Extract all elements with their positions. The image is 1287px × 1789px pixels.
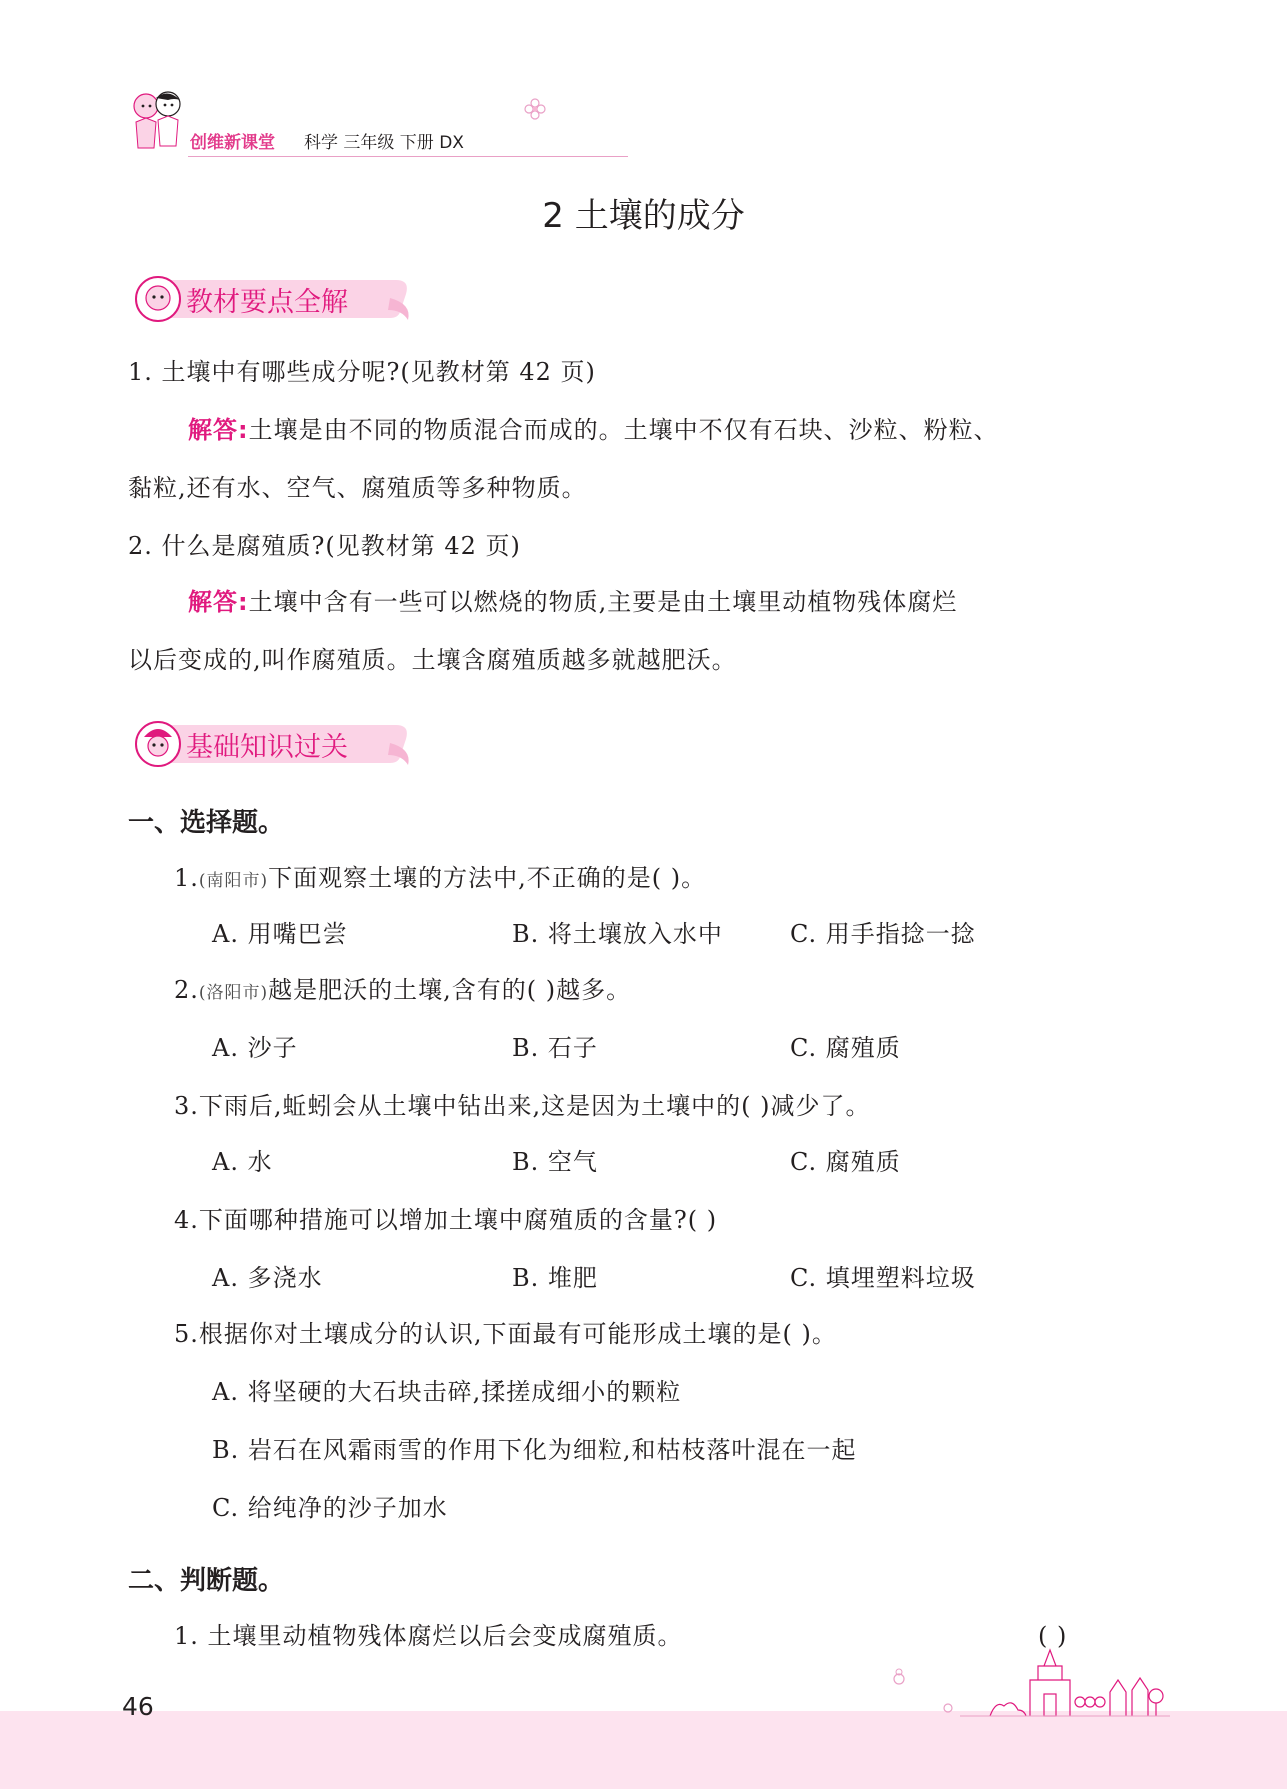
- option-b: B. 将土壤放入水中: [512, 920, 723, 948]
- option-c: C. 给纯净的沙子加水: [212, 1494, 448, 1522]
- option-a: A. 将坚硬的大石块击碎,揉搓成细小的颗粒: [212, 1378, 682, 1406]
- question-number: 2.: [174, 976, 199, 1004]
- option-c: C. 填埋塑料垃圾: [790, 1264, 976, 1292]
- answer-text: 土壤是由不同的物质混合而成的。土壤中不仅有石块、沙粒、粉粒、: [248, 416, 999, 444]
- banner-label: 教材要点全解: [186, 287, 348, 318]
- brand-name: 创维新课堂: [190, 133, 275, 153]
- flower-icon: [522, 96, 548, 122]
- option-b: B. 堆肥: [512, 1264, 598, 1292]
- question-number: 1.: [174, 864, 199, 892]
- choice-question: [174, 1204, 717, 1236]
- book-subtitle: 科学 三年级 下册 DX: [304, 133, 464, 153]
- answer-paragraph: [188, 586, 957, 618]
- question-number: 3.: [174, 1092, 199, 1120]
- answer-text-cont: 以后变成的,叫作腐殖质。土壤含腐殖质越多就越肥沃。: [128, 646, 737, 674]
- option-a: A. 多浇水: [212, 1264, 323, 1292]
- question-stem: 根据你对土壤成分的认识,下面最有可能形成土壤的是( )。: [198, 1320, 837, 1348]
- footer-band: [0, 1711, 1287, 1789]
- choice-question: [174, 974, 631, 1009]
- option-c: C. 腐殖质: [790, 1148, 901, 1176]
- question-text: 2. 什么是腐殖质?(见教材第 42 页): [128, 532, 521, 560]
- judge-question: 1. 土壤里动植物残体腐烂以后会变成腐殖质。: [174, 1622, 683, 1650]
- answer-paragraph: [188, 414, 999, 446]
- cartoon-girls-icon: [128, 88, 188, 158]
- choice-question: [174, 862, 706, 897]
- page-header: [128, 82, 628, 162]
- answer-text-cont: 黏粒,还有水、空气、腐殖质等多种物质。: [128, 474, 587, 502]
- part-title-choice: 一、选择题。: [128, 808, 285, 838]
- page-number: 46: [122, 1692, 154, 1721]
- header-divider: [188, 156, 628, 157]
- option-c: C. 用手指捻一捻: [790, 920, 976, 948]
- option-a: A. 用嘴巴尝: [212, 920, 348, 948]
- banner-label: 基础知识过关: [186, 732, 348, 763]
- castle-doodle-icon: [960, 1640, 1170, 1720]
- page-title: 2 土壤的成分: [542, 196, 745, 236]
- question-source: (洛阳市): [198, 983, 269, 1003]
- sparkle-icon: [888, 1668, 910, 1690]
- question-number: 5.: [174, 1320, 199, 1348]
- answer-label: 解答:: [188, 588, 249, 616]
- choice-question: [174, 1090, 871, 1122]
- choice-question: [174, 1318, 837, 1350]
- part-title-judge: 二、判断题。: [128, 1566, 285, 1596]
- option-b: B. 岩石在风霜雨雪的作用下化为细粒,和枯枝落叶混在一起: [212, 1436, 857, 1464]
- question-stem: 越是肥沃的土壤,含有的( )越多。: [268, 976, 632, 1004]
- judge-blank[interactable]: ( ): [1038, 1622, 1068, 1650]
- answer-label: 解答:: [188, 416, 249, 444]
- question-source: (南阳市): [198, 871, 269, 891]
- answer-text: 土壤中含有一些可以燃烧的物质,主要是由土壤里动植物残体腐烂: [248, 588, 958, 616]
- option-c: C. 腐殖质: [790, 1034, 901, 1062]
- option-a: A. 沙子: [212, 1034, 298, 1062]
- option-b: B. 石子: [512, 1034, 598, 1062]
- option-b: B. 空气: [512, 1148, 598, 1176]
- question-text: 1. 土壤中有哪些成分呢?(见教材第 42 页): [128, 358, 596, 386]
- section-banner-basics: [128, 713, 418, 773]
- question-stem: 下面观察土壤的方法中,不正确的是( )。: [268, 864, 707, 892]
- section-banner-key-points: [128, 268, 418, 328]
- option-a: A. 水: [212, 1148, 273, 1176]
- question-stem: 下面哪种措施可以增加土壤中腐殖质的含量?( ): [198, 1206, 718, 1234]
- sparkle-icon: [940, 1700, 956, 1716]
- question-number: 4.: [174, 1206, 199, 1234]
- question-stem: 下雨后,蚯蚓会从土壤中钻出来,这是因为土壤中的( )减少了。: [198, 1092, 871, 1120]
